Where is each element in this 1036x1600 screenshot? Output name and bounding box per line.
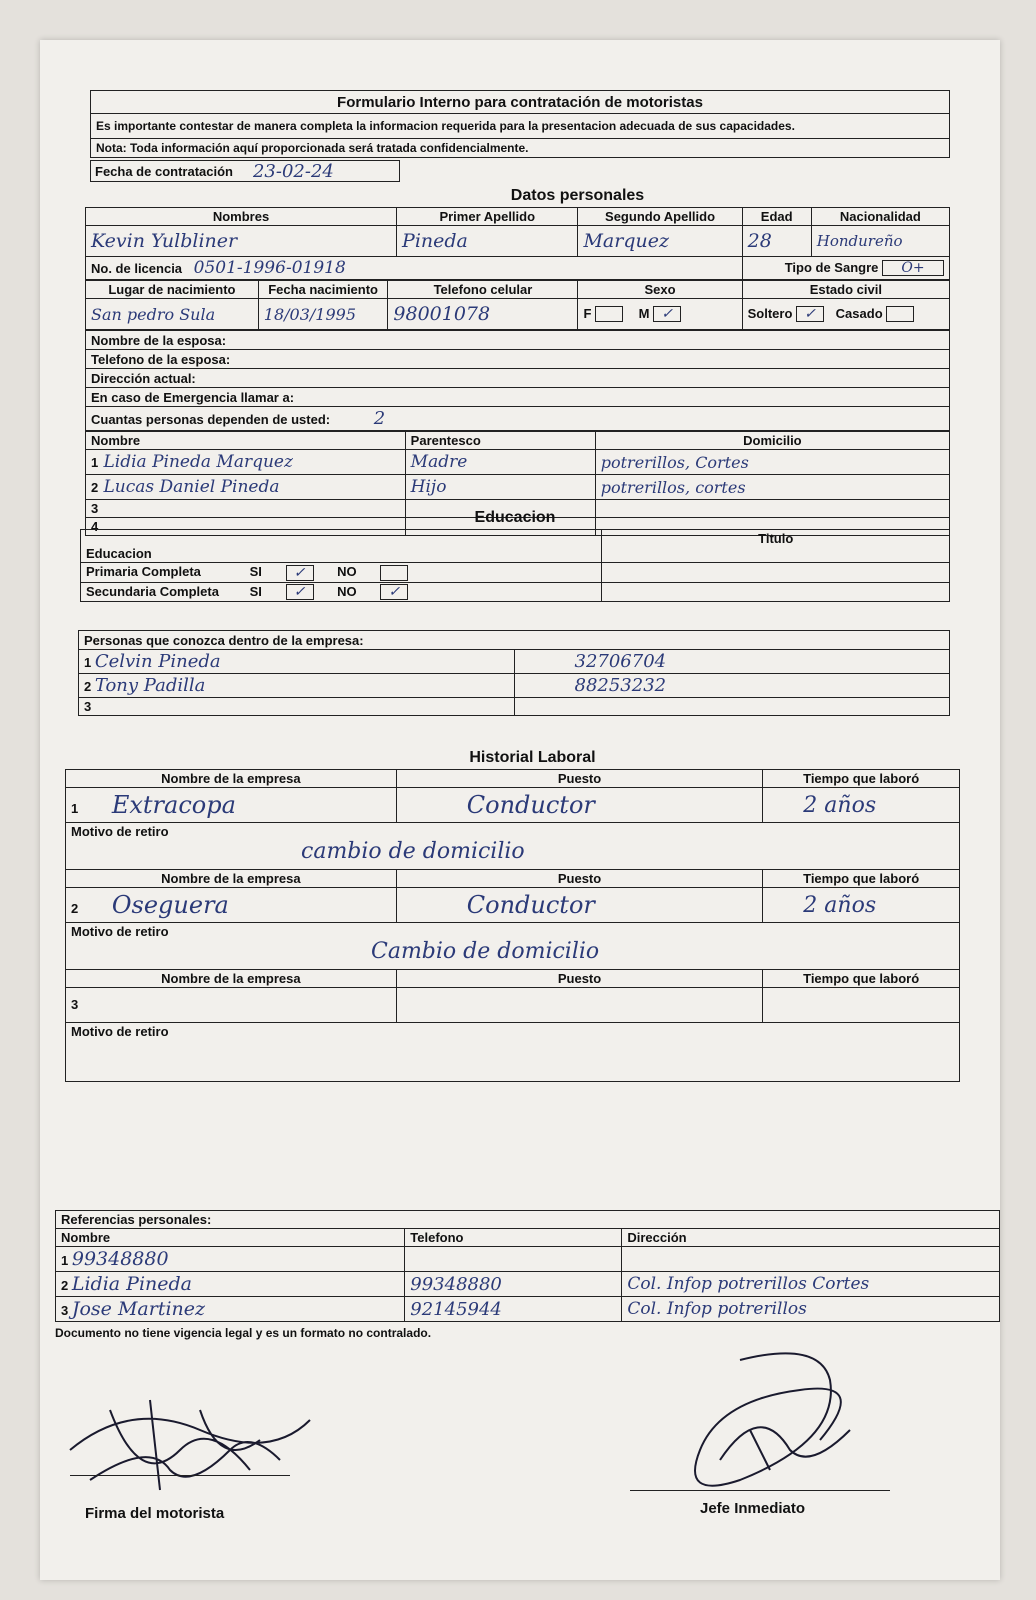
dependen-value: 2 — [373, 408, 386, 429]
dependen-field[interactable] — [86, 407, 950, 431]
col-puesto: Puesto — [396, 870, 763, 888]
form-title: Formulario Interno para contratación de motoristas — [91, 91, 950, 114]
note-text: Nota: Toda información aquí proporcionada será tratada confidencialmente. — [91, 139, 950, 158]
dependiente-row — [86, 450, 950, 475]
contact-table — [85, 330, 950, 431]
motorista-signature-line — [70, 1475, 290, 1476]
jefe-signature-drawing — [620, 1340, 920, 1500]
casado-checkbox[interactable] — [886, 306, 914, 322]
ref-nombre: Jose Martinez — [71, 1298, 206, 1320]
col-primer-apellido: Primer Apellido — [397, 208, 578, 226]
intro-text: Es importante contestar de manera completa la informacion requerida para la presentacion adecuada de sus capacidades. — [91, 114, 950, 139]
col-tiempo: Tiempo que laboró — [763, 870, 960, 888]
ref-nombre: 99348880 — [71, 1248, 169, 1270]
conocido-telefono[interactable]: 32706704 — [514, 650, 950, 674]
col-lugar-nacimiento: Lugar de nacimiento — [86, 281, 259, 299]
disclaimer-text: Documento no tiene vigencia legal y es un formato no contralado. — [55, 1326, 432, 1340]
esposa-telefono-field[interactable]: Telefono de la esposa: — [86, 350, 950, 369]
conocido-nombre-cell[interactable] — [79, 698, 515, 716]
lugar-nacimiento-field[interactable]: San pedro Sula — [86, 299, 259, 330]
sexo-field[interactable] — [578, 299, 742, 330]
row-number: 1 — [91, 455, 99, 470]
col-dep-nombre: Nombre — [86, 432, 406, 450]
soltero-label: Soltero — [747, 305, 793, 321]
educacion-section — [80, 507, 950, 602]
sangre-row[interactable] — [742, 257, 949, 280]
col-empresa: Nombre de la empresa — [66, 970, 397, 988]
dep-domicilio[interactable]: potrerillos, Cortes — [595, 450, 949, 475]
col-nacionalidad: Nacionalidad — [811, 208, 949, 226]
soltero-checkbox[interactable]: ✓ — [796, 306, 824, 322]
empresa-cell[interactable] — [66, 888, 397, 923]
ref-direccion[interactable]: Col. Infop potrerillos — [622, 1297, 1000, 1322]
historial-laboral-section — [65, 747, 960, 1082]
historial-title: Historial Laboral — [469, 749, 596, 766]
primaria-no-checkbox[interactable] — [380, 565, 408, 581]
row-number: 2 — [84, 679, 92, 694]
motorista-signature-drawing — [50, 1380, 330, 1500]
ref-nombre: Lidia Pineda — [71, 1273, 192, 1295]
col-ref-telefono: Telefono — [405, 1229, 622, 1247]
motivo-label: Motivo de retiro — [71, 924, 169, 939]
col-empresa: Nombre de la empresa — [66, 770, 397, 788]
direccion-field[interactable]: Dirección actual: — [86, 369, 950, 388]
col-telefono-celular: Telefono celular — [388, 281, 578, 299]
nacionalidad-field[interactable]: Hondureño — [811, 226, 949, 257]
col-tiempo: Tiempo que laboró — [763, 770, 960, 788]
fecha-contratacion-field[interactable] — [90, 160, 400, 182]
ref-direccion[interactable] — [622, 1247, 1000, 1272]
conocido-nombre: Tony Padilla — [94, 675, 206, 696]
empresa-cell[interactable] — [66, 788, 397, 823]
tiempo-cell[interactable]: 2 años — [763, 788, 960, 823]
col-fecha-nacimiento: Fecha nacimiento — [258, 281, 388, 299]
licencia-label: No. de licencia — [91, 261, 183, 276]
fecha-value: 23-02-24 — [252, 160, 334, 182]
row-number: 2 — [91, 480, 99, 495]
motivo-retiro-cell[interactable] — [66, 823, 960, 870]
referencias-section — [55, 1210, 1000, 1340]
signature-motorista — [50, 1380, 330, 1530]
conocido-nombre-cell[interactable] — [79, 674, 515, 698]
conocido-nombre-cell[interactable] — [79, 650, 515, 674]
col-puesto: Puesto — [396, 970, 763, 988]
signature-jefe — [620, 1340, 920, 1520]
row-number: 1 — [84, 655, 92, 670]
row-number: 1 — [61, 1253, 69, 1268]
row-number: 3 — [71, 997, 79, 1012]
empresa-cell[interactable] — [66, 988, 397, 1023]
secundaria-row — [81, 582, 602, 602]
jefe-signature-line — [630, 1490, 890, 1491]
col-ref-nombre: Nombre — [56, 1229, 405, 1247]
col-sexo: Sexo — [578, 281, 742, 299]
col-dep-parentesco: Parentesco — [405, 432, 595, 450]
esposa-nombre-field[interactable]: Nombre de la esposa: — [86, 331, 950, 350]
empresa-name: Extracopa — [111, 791, 236, 819]
tiempo-cell[interactable] — [763, 988, 960, 1023]
dependiente-row — [86, 475, 950, 500]
casado-label: Casado — [835, 305, 883, 321]
referencias-label: Referencias personales: — [56, 1211, 1000, 1229]
motivo-value: Cambio de domicilio — [371, 939, 600, 964]
primer-apellido-field[interactable]: Pineda — [397, 226, 578, 257]
row-number: 4 — [91, 519, 99, 534]
ref-nombre-cell[interactable] — [56, 1297, 405, 1322]
licencia-value: 0501-1996-01918 — [193, 258, 346, 278]
ref-telefono[interactable] — [405, 1247, 622, 1272]
dep-domicilio[interactable]: potrerillos, cortes — [595, 475, 949, 500]
motivo-label: Motivo de retiro — [71, 1024, 169, 1039]
personal-table-2 — [85, 280, 950, 330]
ref-telefono[interactable]: 92145944 — [405, 1297, 622, 1322]
sexo-m-checkbox[interactable]: ✓ — [653, 306, 681, 322]
educacion-title: Educacion — [474, 509, 556, 526]
secundaria-titulo[interactable] — [602, 582, 950, 602]
motivo-retiro-cell[interactable] — [66, 923, 960, 970]
puesto-cell[interactable]: Conductor — [396, 888, 763, 923]
row-number: 3 — [61, 1303, 69, 1318]
primaria-label: Primaria Completa — [86, 564, 201, 579]
sexo-f-checkbox[interactable] — [595, 306, 623, 322]
datos-personales-section — [85, 185, 950, 536]
primaria-titulo[interactable] — [602, 563, 950, 583]
conocidos-section — [78, 630, 950, 716]
puesto-cell[interactable]: Conductor — [396, 788, 763, 823]
ref-telefono[interactable]: 99348880 — [405, 1272, 622, 1297]
fecha-label: Fecha de contratación — [95, 163, 233, 179]
licencia-row[interactable] — [86, 257, 743, 280]
firma-motorista-label: Firma del motorista — [85, 1505, 225, 1522]
nombres-field[interactable]: Kevin Yulbliner — [86, 226, 397, 257]
edad-field[interactable]: 28 — [742, 226, 811, 257]
sangre-value: O+ — [882, 260, 944, 276]
tiempo-cell[interactable]: 2 años — [763, 888, 960, 923]
col-estado-civil: Estado civil — [742, 281, 949, 299]
col-educacion: Educacion — [81, 530, 602, 563]
conocidos-label: Personas que conozca dentro de la empresa: — [79, 631, 950, 650]
ref-direccion[interactable]: Col. Infop potrerillos Cortes — [622, 1272, 1000, 1297]
segundo-apellido-field[interactable]: Marquez — [578, 226, 742, 257]
jefe-inmediato-label: Jefe Inmediato — [700, 1500, 806, 1517]
dep-nombre: Lucas Daniel Pineda — [103, 477, 280, 497]
conocido-nombre: Celvin Pineda — [94, 651, 221, 672]
motivo-label: Motivo de retiro — [71, 824, 169, 839]
col-titulo: Titulo — [602, 530, 950, 563]
col-empresa: Nombre de la empresa — [66, 870, 397, 888]
row-number: 3 — [84, 699, 92, 714]
row-number: 2 — [61, 1278, 69, 1293]
sexo-f-label: F — [583, 305, 592, 321]
empresa-name: Oseguera — [111, 891, 229, 919]
secundaria-si-checkbox[interactable]: ✓ — [286, 584, 314, 600]
datos-personales-title: Datos personales — [510, 187, 645, 204]
form-header — [90, 90, 950, 182]
form-paper — [40, 40, 1000, 1580]
emergencia-field[interactable]: En caso de Emergencia llamar a: — [86, 388, 950, 407]
conocido-telefono[interactable] — [514, 698, 950, 716]
primaria-row — [81, 563, 602, 583]
sexo-m-label: M — [638, 305, 650, 321]
col-dep-domicilio: Domicilio — [595, 432, 949, 450]
conocidos-table — [78, 630, 950, 716]
sangre-label: Tipo de Sangre — [784, 259, 879, 275]
col-tiempo: Tiempo que laboró — [763, 970, 960, 988]
educacion-table — [80, 529, 950, 602]
dependen-label: Cuantas personas dependen de usted: — [91, 412, 331, 427]
dep-nombre-cell[interactable] — [86, 475, 406, 500]
telefono-celular-field[interactable]: 98001078 — [388, 299, 578, 330]
primaria-si-checkbox[interactable]: ✓ — [286, 565, 314, 581]
dep-parentesco[interactable]: Hijo — [405, 475, 595, 500]
secundaria-no-label: NO — [337, 583, 357, 599]
col-segundo-apellido: Segundo Apellido — [578, 208, 742, 226]
primaria-si-label: SI — [249, 564, 262, 579]
secundaria-si-label: SI — [249, 583, 262, 599]
referencias-table — [55, 1210, 1000, 1322]
col-ref-direccion: Dirección — [622, 1229, 1000, 1247]
row-number: 1 — [71, 801, 79, 816]
motivo-value: cambio de domicilio — [301, 839, 525, 864]
col-nombres: Nombres — [86, 208, 397, 226]
puesto-cell[interactable] — [396, 988, 763, 1023]
estado-civil-field[interactable] — [742, 299, 949, 330]
row-number: 3 — [91, 501, 99, 516]
conocido-telefono[interactable]: 88253232 — [514, 674, 950, 698]
dep-nombre-cell[interactable] — [86, 450, 406, 475]
row-number: 2 — [71, 901, 79, 916]
secundaria-label: Secundaria Completa — [86, 583, 219, 599]
historial-table — [65, 769, 960, 1082]
dep-nombre: Lidia Pineda Marquez — [103, 452, 293, 472]
col-edad: Edad — [742, 208, 811, 226]
ref-nombre-cell[interactable] — [56, 1247, 405, 1272]
motivo-retiro-cell[interactable] — [66, 1023, 960, 1082]
dep-parentesco[interactable]: Madre — [405, 450, 595, 475]
secundaria-no-checkbox[interactable]: ✓ — [380, 584, 408, 600]
fecha-nacimiento-field[interactable]: 18/03/1995 — [258, 299, 388, 330]
personal-table — [85, 207, 950, 280]
ref-nombre-cell[interactable] — [56, 1272, 405, 1297]
col-puesto: Puesto — [396, 770, 763, 788]
primaria-no-label: NO — [337, 564, 357, 579]
